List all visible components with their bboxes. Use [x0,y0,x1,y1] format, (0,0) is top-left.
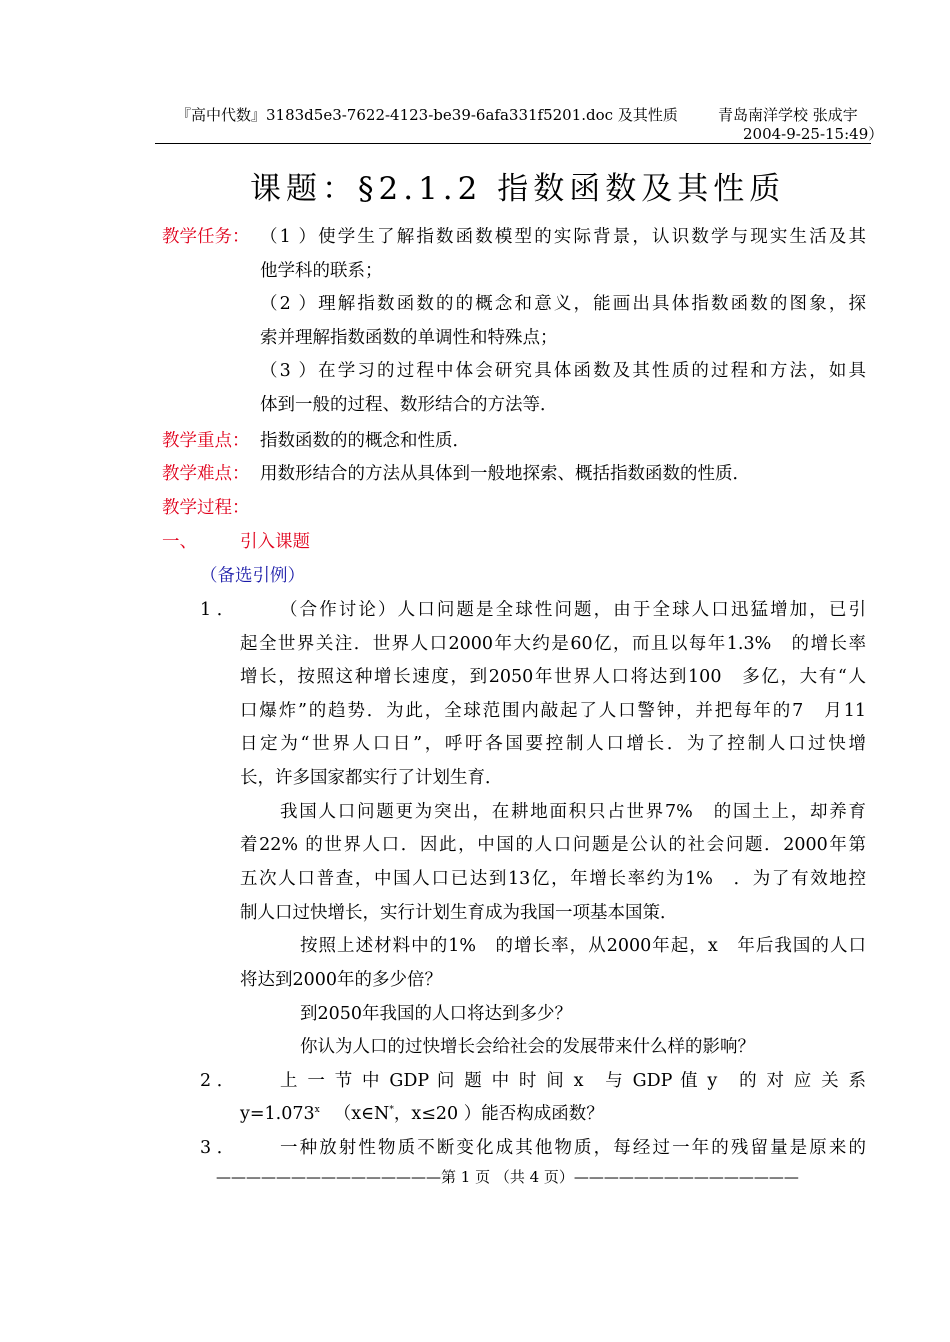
example-2-line1: 上 一 节 中 GDP 问 题 中 时 间 x 与 GDP 值 y 的 对 应 关 系 [280,1071,866,1091]
key-point-label: 教学重点： [162,431,250,451]
example-1-question-3: 你认为人口的过快增长会给社会的发展带来什么样的影响？ [300,1037,755,1057]
section-number: 一、 [162,532,197,552]
task-item-1-line2: 他学科的联系； [260,261,383,281]
page-title: 课题：§2.1.2 指数函数及其性质 [250,171,786,207]
example-1-para2-line: 我国人口问题更为突出，在耕地面积只占世界7% 的国土上，却养育 [280,802,866,822]
task-item-2-line1: （2 ）理解指数函数的的概念和意义，能画出具体指数函数的图象，探 [260,294,866,314]
formula-domain: （x∈N [333,1104,390,1124]
key-point-text: 指数函数的的概念和性质． [260,431,470,451]
task-item-1-line1: （1 ）使学生了解指数函数模型的实际背景，认识数学与现实生活及其 [260,227,866,247]
section-title: 引入课题 [240,532,310,552]
formula-exponent: x [314,1105,320,1115]
example-2-number: 2 ． [200,1071,235,1091]
example-1-question-1: 按照上述材料中的1% 的增长率，从2000年起，x 年后我国的人口 [300,936,866,956]
header-rule [155,143,871,144]
task-label: 教学任务： [162,227,250,247]
page-footer: ———————————————第 1 页 （共 4 页）——————————————— [216,1168,799,1186]
example-1-line: 日定为“世界人口日”，呼吁各国要控制人口增长．为了控制人口过快增 [240,734,866,754]
example-1-para2-line: 制人口过快增长，实行计划生育成为我国一项基本国策． [240,903,678,923]
header-author: 青岛南洋学校 张成宇 [718,106,858,124]
example-2-line2 [240,1100,604,1125]
example-1-line: 长，许多国家都实行了计划生育． [240,768,503,788]
formula-base: y=1.073 [240,1104,315,1124]
example-1-line: 起全世界关注．世界人口2000年大约是60亿，而且以每年1.3% 的增长率 [240,634,866,654]
example-1-question-1-cont: 将达到2000年的多少倍？ [240,970,443,990]
task-item-3-line2: 体到一般的过程、数形结合的方法等． [260,395,558,415]
task-item-2-line2: 索并理解指数函数的单调性和特殊点； [260,328,558,348]
example-1-para2-line: 着22% 的世界人口．因此，中国的人口问题是公认的社会问题．2000年第 [240,835,866,855]
task-item-3-line1: （3 ）在学习的过程中体会研究具体函数及其性质的过程和方法，如具 [260,361,866,381]
example-3-line1: 一种放射性物质不断变化成其他物质，每经过一年的残留量是原来的 [280,1138,866,1158]
header-date: 2004-9-25-15:49） [743,125,884,143]
difficulty-text: 用数形结合的方法从具体到一般地探索、概括指数函数的性质． [260,464,750,484]
header-doc-title: 『高中代数』3183d5e3-7622-4123-be39-6afa331f5201.doc 及其性质 [176,106,678,124]
process-label: 教学过程： [162,498,250,518]
backup-examples-heading: （备选引例） [200,566,305,586]
formula-question: ，x≤20 ）能否构成函数？ [393,1104,604,1124]
example-1-number: 1 ． [200,600,235,620]
example-1-para2-line: 五次人口普查，中国人口已达到13亿，年增长率约为1% ．为了有效地控 [240,869,866,889]
formula-set-star: * [389,1105,394,1115]
difficulty-label: 教学难点： [162,464,250,484]
example-1-line: 增长，按照这种增长速度，到2050年世界人口将达到100 多亿，大有“人 [240,667,866,687]
example-3-number: 3 ． [200,1138,235,1158]
example-1-line: （合作讨论）人口问题是全球性问题，由于全球人口迅猛增加，已引 [280,600,866,620]
example-1-line: 口爆炸”的趋势．为此，全球范围内敲起了人口警钟，并把每年的7 月11 [240,701,866,721]
example-1-question-2: 到2050年我国的人口将达到多少？ [300,1004,573,1024]
